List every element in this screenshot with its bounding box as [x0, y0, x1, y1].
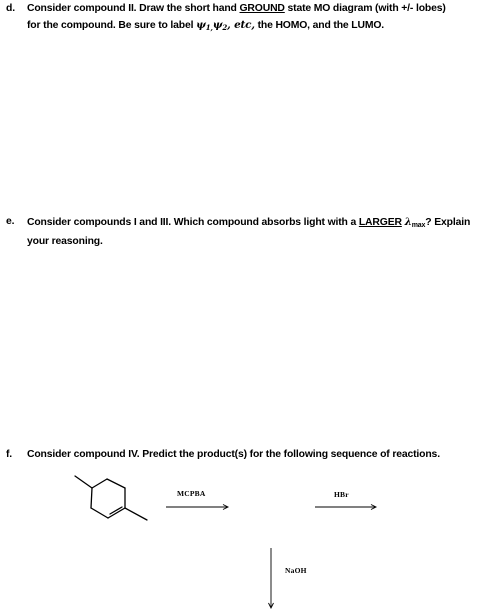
question-d-emphasis: GROUND [239, 3, 285, 14]
question-e-line1-post: ? Explain [425, 217, 471, 228]
psi-2-subscript: 2 [222, 23, 228, 32]
question-e-emphasis: LARGER [358, 217, 402, 228]
compound-iv-structure [75, 476, 147, 520]
question-f-letter: f. [6, 449, 13, 460]
reagent-mcpba: MCPBA [177, 489, 206, 498]
lambda-symbol: λ [404, 216, 412, 228]
psi-2-symbol: ψ [212, 19, 223, 31]
question-e-line-2: your reasoning. [27, 236, 103, 247]
question-d-letter: d. [6, 3, 15, 14]
lambda-subscript: max [411, 222, 426, 229]
psi-1-symbol: ψ [196, 19, 206, 31]
arrow-2 [315, 505, 376, 510]
psi-1-subscript: 1, [205, 23, 213, 32]
etc-text: , etc, [227, 19, 255, 31]
question-e-line1-pre: Consider compounds I and III. Which compound absorbs light with a [27, 217, 359, 228]
question-d-line1-pre: Consider compound II. Draw the short hand [27, 3, 240, 14]
reagent-hbr: HBr [334, 490, 349, 499]
question-d-line2-pre: for the compound. Be sure to label [27, 20, 197, 31]
question-e-letter: e. [6, 216, 15, 227]
question-d-line2-post: the HOMO, and the LUMO. [254, 20, 385, 31]
arrow-1 [166, 505, 228, 510]
question-f-text: Consider compound IV. Predict the product(s) for the following sequence of reactions. [27, 449, 440, 460]
question-d-line1-post: state MO diagram (with +/- lobes) [284, 3, 446, 14]
reagent-naoh: NaOH [285, 566, 307, 575]
arrow-3-down [269, 548, 274, 608]
